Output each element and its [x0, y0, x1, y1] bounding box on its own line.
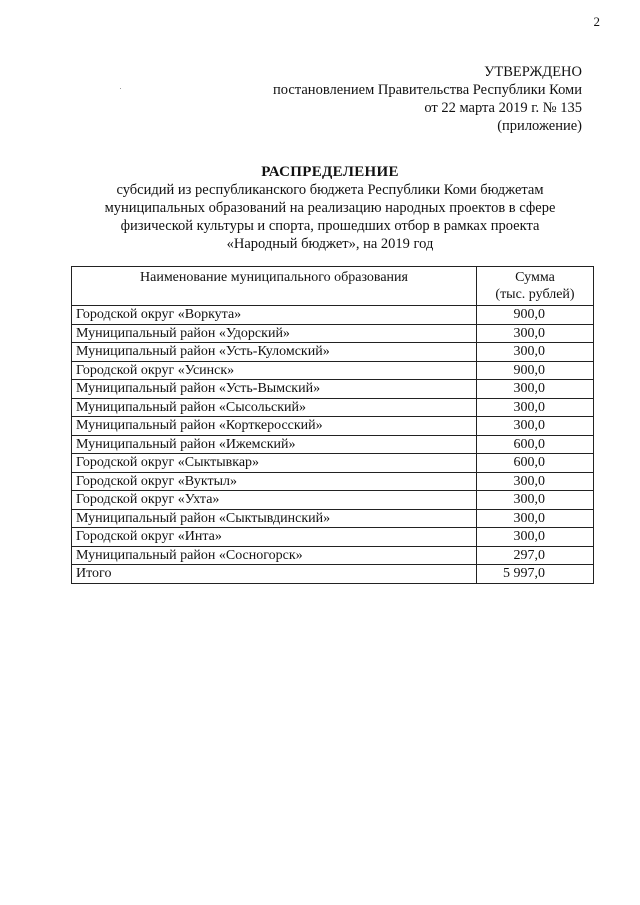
- municipality-name: Муниципальный район «Сосногорск»: [72, 546, 477, 565]
- municipality-name: Городской округ «Воркута»: [72, 306, 477, 325]
- total-label: Итого: [72, 565, 477, 584]
- table-total-row: [72, 565, 594, 584]
- table-row: [72, 361, 594, 380]
- table-row: [72, 546, 594, 565]
- document-title: [60, 163, 600, 253]
- municipality-name: Муниципальный район «Ижемский»: [72, 435, 477, 454]
- municipality-name: Городской округ «Вуктыл»: [72, 472, 477, 491]
- subtitle-line-4: «Народный бюджет», на 2019 год: [226, 236, 434, 252]
- approval-line-1: УТВЕРЖДЕНО: [484, 64, 582, 80]
- header-sum-line-1: Сумма: [515, 270, 555, 285]
- municipality-name: Муниципальный район «Сыктывдинский»: [72, 509, 477, 528]
- header-sum-line-2: (тыс. рублей): [495, 287, 575, 302]
- table-row: [72, 528, 594, 547]
- subsidy-amount: 300,0: [477, 472, 594, 491]
- table-row: [72, 435, 594, 454]
- subsidy-amount: 297,0: [477, 546, 594, 565]
- table-row: [72, 417, 594, 436]
- approval-line-2: постановлением Правительства Республики Коми: [273, 82, 582, 98]
- municipality-name: Городской округ «Ухта»: [72, 491, 477, 510]
- subsidy-amount: 300,0: [477, 343, 594, 362]
- subsidy-amount: 300,0: [477, 417, 594, 436]
- title-heading: РАСПРЕДЕЛЕНИЕ: [261, 164, 399, 180]
- approval-stamp: [273, 63, 582, 135]
- approval-line-3: от 22 марта 2019 г. № 135: [424, 100, 582, 116]
- table-row: [72, 491, 594, 510]
- table-body: [72, 306, 594, 565]
- total-sum: 5 997,0: [477, 565, 594, 584]
- municipality-name: Городской округ «Усинск»: [72, 361, 477, 380]
- municipality-name: Муниципальный район «Сысольский»: [72, 398, 477, 417]
- table-row: [72, 306, 594, 325]
- table-row: [72, 509, 594, 528]
- table-header-row: [72, 267, 594, 306]
- page-number: 2: [593, 14, 600, 29]
- title-subtitle: [60, 181, 600, 253]
- header-name: Наименование муниципального образования: [72, 267, 477, 306]
- table-row: [72, 398, 594, 417]
- subtitle-line-2: муниципальных образований на реализацию народных проектов в сфере: [104, 200, 556, 216]
- subsidy-amount: 300,0: [477, 398, 594, 417]
- subsidy-amount: 300,0: [477, 380, 594, 399]
- table-row: [72, 324, 594, 343]
- subtitle-line-3: физической культуры и спорта, прошедших отбор в рамках проекта: [120, 218, 540, 234]
- municipality-name: Городской округ «Инта»: [72, 528, 477, 547]
- table-row: [72, 454, 594, 473]
- subsidy-amount: 300,0: [477, 324, 594, 343]
- municipality-name: Муниципальный район «Удорский»: [72, 324, 477, 343]
- subsidy-amount: 900,0: [477, 306, 594, 325]
- distribution-table: [71, 266, 594, 584]
- table-row: [72, 472, 594, 491]
- table-row: [72, 380, 594, 399]
- subsidy-amount: 600,0: [477, 435, 594, 454]
- municipality-name: Муниципальный район «Усть-Вымский»: [72, 380, 477, 399]
- table-row: [72, 343, 594, 362]
- subsidy-amount: 900,0: [477, 361, 594, 380]
- municipality-name: Муниципальный район «Корткеросский»: [72, 417, 477, 436]
- subsidy-amount: 300,0: [477, 528, 594, 547]
- subtitle-line-1: субсидий из республиканского бюджета Республики Коми бюджетам: [116, 182, 544, 198]
- subsidy-amount: 300,0: [477, 491, 594, 510]
- subsidy-amount: 600,0: [477, 454, 594, 473]
- header-sum: [477, 267, 594, 306]
- subsidy-amount: 300,0: [477, 509, 594, 528]
- approval-line-4: (приложение): [497, 118, 582, 134]
- municipality-name: Муниципальный район «Усть-Куломский»: [72, 343, 477, 362]
- scan-speck: [120, 88, 121, 89]
- municipality-name: Городской округ «Сыктывкар»: [72, 454, 477, 473]
